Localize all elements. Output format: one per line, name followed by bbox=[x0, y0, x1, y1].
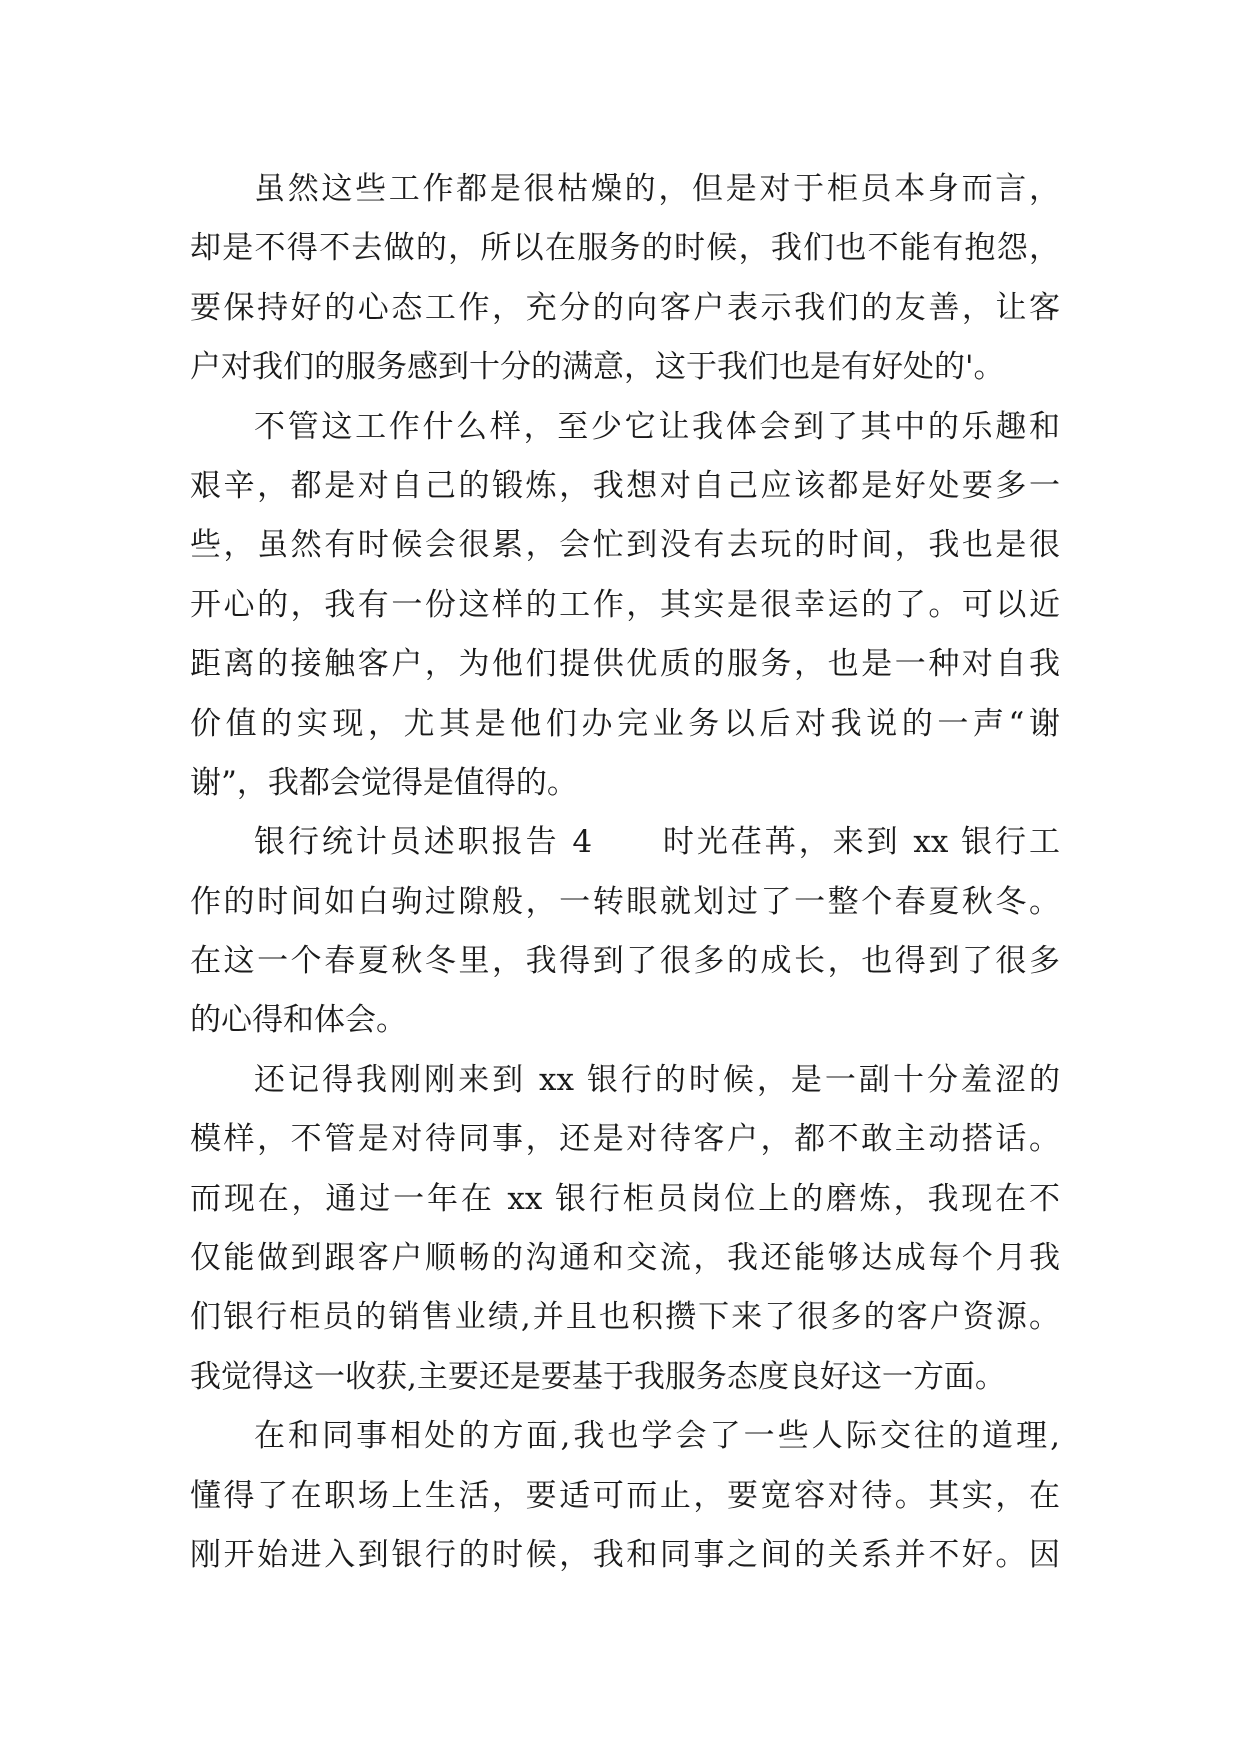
paragraph-line: 模样，不管是对待同事，还是对待客户，都不敢主动搭话。 bbox=[190, 1121, 1060, 1158]
paragraph-line: 刚开始进入到银行的时候，我和同事之间的关系并不好。因 bbox=[190, 1536, 1060, 1573]
paragraph-line: 户对我们的服务感到十分的满意，这于我们也是有好处的'。 bbox=[190, 349, 1005, 386]
paragraph-line: 在和同事相处的方面,我也学会了一些人际交往的道理, bbox=[254, 1418, 1060, 1455]
paragraph-line: 距离的接触客户，为他们提供优质的服务，也是一种对自我 bbox=[190, 646, 1060, 683]
paragraph-line: 懂得了在职场上生活，要适可而止，要宽容对待。其实，在 bbox=[190, 1477, 1060, 1514]
paragraph-line: 却是不得不去做的，所以在服务的时候，我们也不能有抱怨， bbox=[190, 230, 1060, 267]
paragraph-line: 不管这工作什么样，至少它让我体会到了其中的乐趣和 bbox=[254, 408, 1060, 445]
paragraph-line: 要保持好的心态工作，充分的向客户表示我们的友善，让客 bbox=[190, 289, 1060, 326]
paragraph-line: 开心的，我有一份这样的工作，其实是很幸运的了。可以近 bbox=[190, 586, 1060, 623]
paragraph-line: 虽然这些工作都是很枯燥的，但是对于柜员本身而言， bbox=[254, 171, 1060, 207]
paragraph-line: 谢”，我都会觉得是值得的。 bbox=[190, 764, 578, 801]
paragraph-line: 价值的实现，尤其是他们办完业务以后对我说的一声“谢 bbox=[190, 705, 1060, 742]
paragraph-line: 仅能做到跟客户顺畅的沟通和交流，我还能够达成每个月我 bbox=[190, 1240, 1060, 1277]
paragraph-line: 些，虽然有时候会很累，会忙到没有去玩的时间，我也是很 bbox=[190, 527, 1060, 564]
paragraph-line: 们银行柜员的销售业绩,并且也积攒下来了很多的客户资源。 bbox=[190, 1299, 1060, 1336]
paragraph-line: 的心得和体会。 bbox=[190, 1002, 407, 1039]
body-text bbox=[190, 160, 1060, 1585]
paragraph-line: 在这一个春夏秋冬里，我得到了很多的成长，也得到了很多 bbox=[190, 943, 1060, 980]
section-heading-line: 银行统计员述职报告 4 时光荏苒，来到 xx 银行工 bbox=[254, 824, 1060, 861]
paragraph-line: 我觉得这一收获,主要还是要基于我服务态度良好这一方面。 bbox=[190, 1358, 1006, 1395]
paragraph-line: 艰辛，都是对自己的锻炼，我想对自己应该都是好处要多一 bbox=[190, 467, 1060, 504]
paragraph-line: 作的时间如白驹过隙般，一转眼就划过了一整个春夏秋冬。 bbox=[190, 883, 1060, 920]
paragraph-line: 还记得我刚刚来到 xx 银行的时候，是一副十分羞涩的 bbox=[254, 1061, 1060, 1098]
paragraph-line: 而现在，通过一年在 xx 银行柜员岗位上的磨炼，我现在不 bbox=[190, 1180, 1060, 1217]
